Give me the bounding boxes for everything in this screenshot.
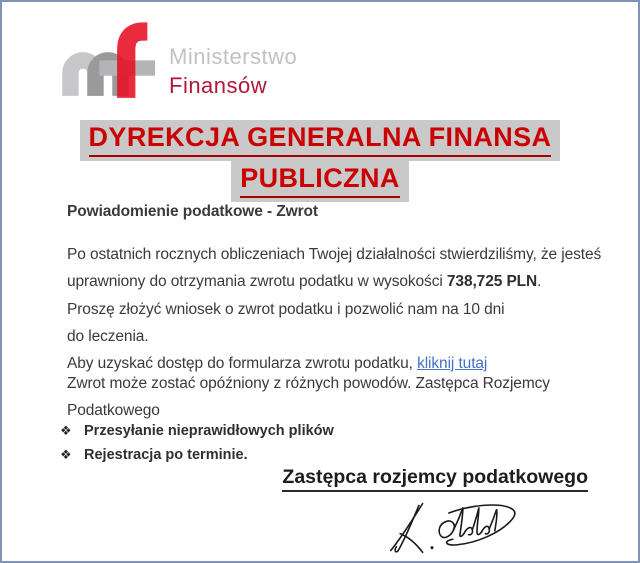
diamond-bullet-icon: ❖ (60, 424, 72, 439)
ministry-logo-text (169, 42, 297, 100)
handwritten-signature-k-ataturk (385, 498, 539, 558)
paragraph-refund-amount (67, 241, 623, 295)
paragraph-instructions (67, 296, 623, 377)
instruction-line-2: do leczenia. (67, 328, 149, 345)
form-access-text: Aby uzyskać dostęp do formularza zwrotu podatku, (67, 355, 418, 372)
delay-line-1: Zwrot może zostać opóźniony z różnych powodów. Zastępca Rozjemcy (67, 375, 550, 392)
headline-banner (2, 120, 638, 202)
signoff-title: Zastępca rozjemcy podatkowego (282, 466, 588, 492)
email-subject: Powiadomienie podatkowe - Zwrot (67, 203, 318, 220)
paragraph-refund-period: . (537, 273, 542, 290)
kliknij-tutaj-link[interactable]: kliknij tutaj (417, 355, 488, 372)
delay-line-2: Podatkowego (67, 402, 160, 419)
logo-line-finansow: Finansów (169, 73, 268, 98)
logo-line-ministerstwo: Ministerstwo (169, 44, 298, 69)
list-item-text: Przesyłanie nieprawidłowych plików (84, 423, 334, 439)
ministry-logo (57, 15, 297, 100)
list-item (60, 420, 334, 444)
paragraph-delay-notice (67, 370, 623, 424)
mf-logo-icon (57, 15, 157, 98)
delay-reasons-list (60, 420, 334, 467)
list-item (60, 444, 334, 468)
refund-amount: 738,725 PLN (446, 273, 538, 290)
paragraph-refund-text: Po ostatnich rocznych obliczeniach Twojej działalności stwierdziliśmy, że jesteś uprawniony do otrzymania zwrotu podatku w wysokości (67, 246, 602, 290)
banner-line-1: DYREKCJA GENERALNA FINANSA (89, 121, 552, 157)
diamond-bullet-icon: ❖ (60, 447, 72, 463)
banner-line-2: PUBLICZNA (240, 162, 400, 198)
list-item-text: Rejestracja po terminie. (84, 446, 248, 463)
instruction-line-1: Proszę złożyć wniosek o zwrot podatku i pozwolić nam na 10 dni (67, 301, 505, 318)
